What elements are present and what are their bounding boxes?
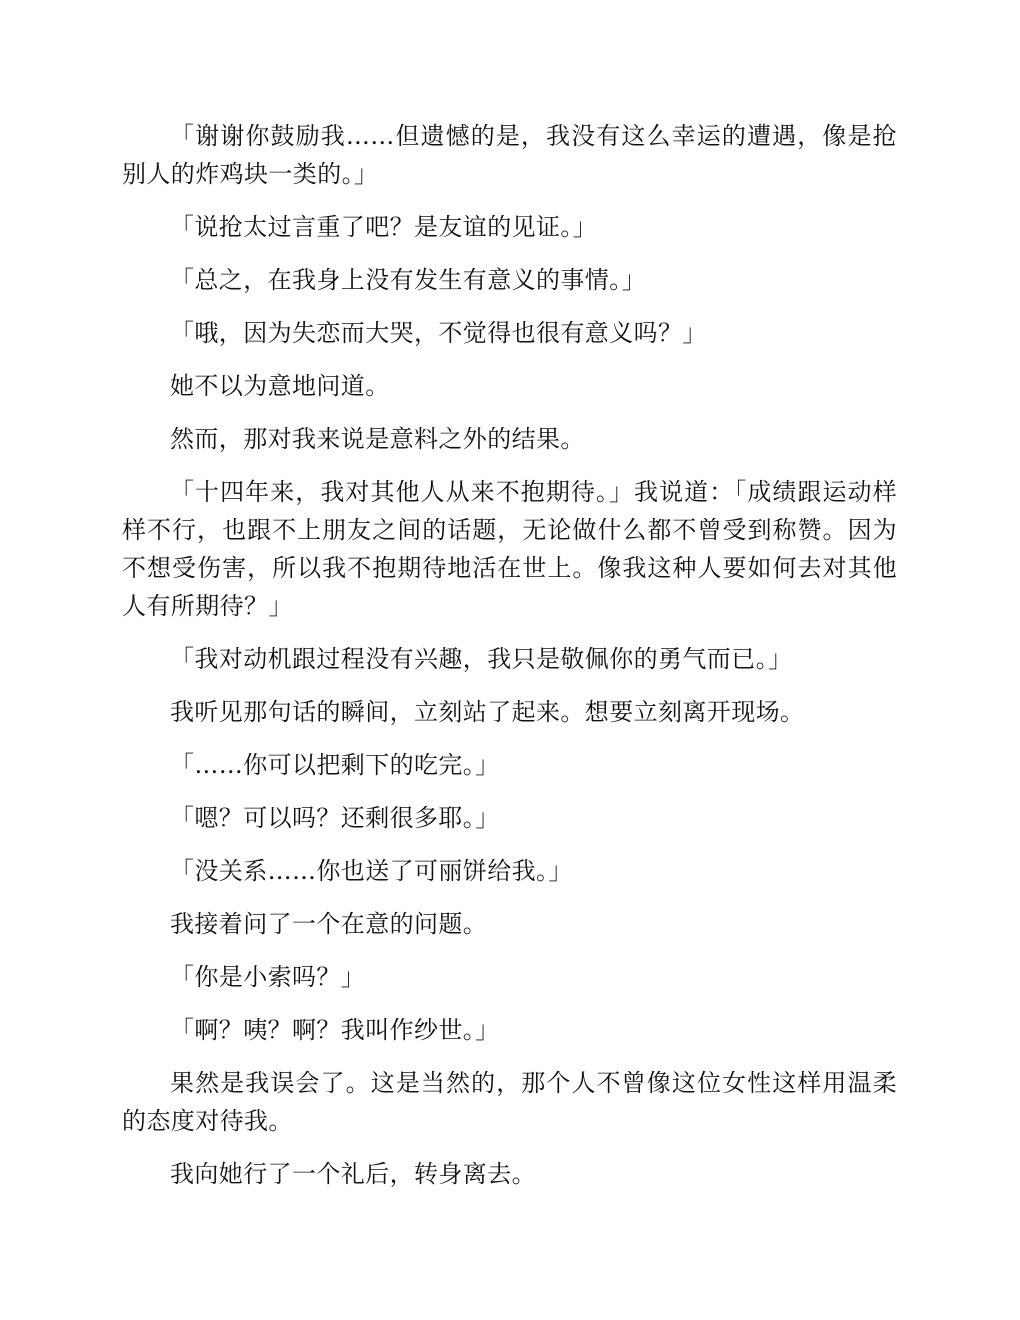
paragraph: 「我对动机跟过程没有兴趣，我只是敬佩你的勇气而已。」: [170, 645, 793, 673]
paragraph: 「没关系……你也送了可丽饼给我。」: [170, 857, 573, 885]
paragraph: 我接着问了一个在意的问题。: [170, 910, 488, 938]
paragraph: 「啊？咦？啊？我叫作纱世。」: [170, 1016, 500, 1044]
paragraph: 果然是我误会了。这是当然的，那个人不曾像这位女性这样用温柔的态度对待我。: [122, 1069, 897, 1135]
paragraph: 「谢谢你鼓励我……但遗憾的是，我没有这么幸运的遭遇，像是抢别人的炸鸡块一类的。」: [122, 122, 897, 188]
paragraph: 「哦，因为失恋而大哭，不觉得也很有意义吗？」: [170, 319, 707, 347]
paragraph: 「总之，在我身上没有发生有意义的事情。」: [170, 266, 646, 294]
paragraph: 「十四年来，我对其他人从来不抱期待。」我说道：「成绩跟运动样样不行，也跟不上朋友之间的话题，无论做什么都不曾受到称赞。因为不想受伤害，所以我不抱期待地活在世上。像我这种人要如何去对其他人有所期待？」: [122, 478, 897, 620]
paragraph: 然而，那对我来说是意料之外的结果。: [170, 425, 585, 453]
paragraph: 「你是小索吗？」: [170, 963, 366, 991]
document-page: [122, 117, 897, 1208]
paragraph: 「说抢太过言重了吧？是友谊的见证。」: [170, 213, 598, 241]
paragraph: 她不以为意地问道。: [170, 372, 390, 400]
paragraph: 「嗯？可以吗？还剩很多耶。」: [170, 804, 500, 832]
paragraph: 我听见那句话的瞬间，立刻站了起来。想要立刻离开现场。: [170, 698, 805, 726]
paragraph: 「……你可以把剩下的吃完。」: [170, 751, 500, 779]
paragraph: 我向她行了一个礼后，转身离去。: [170, 1160, 536, 1188]
